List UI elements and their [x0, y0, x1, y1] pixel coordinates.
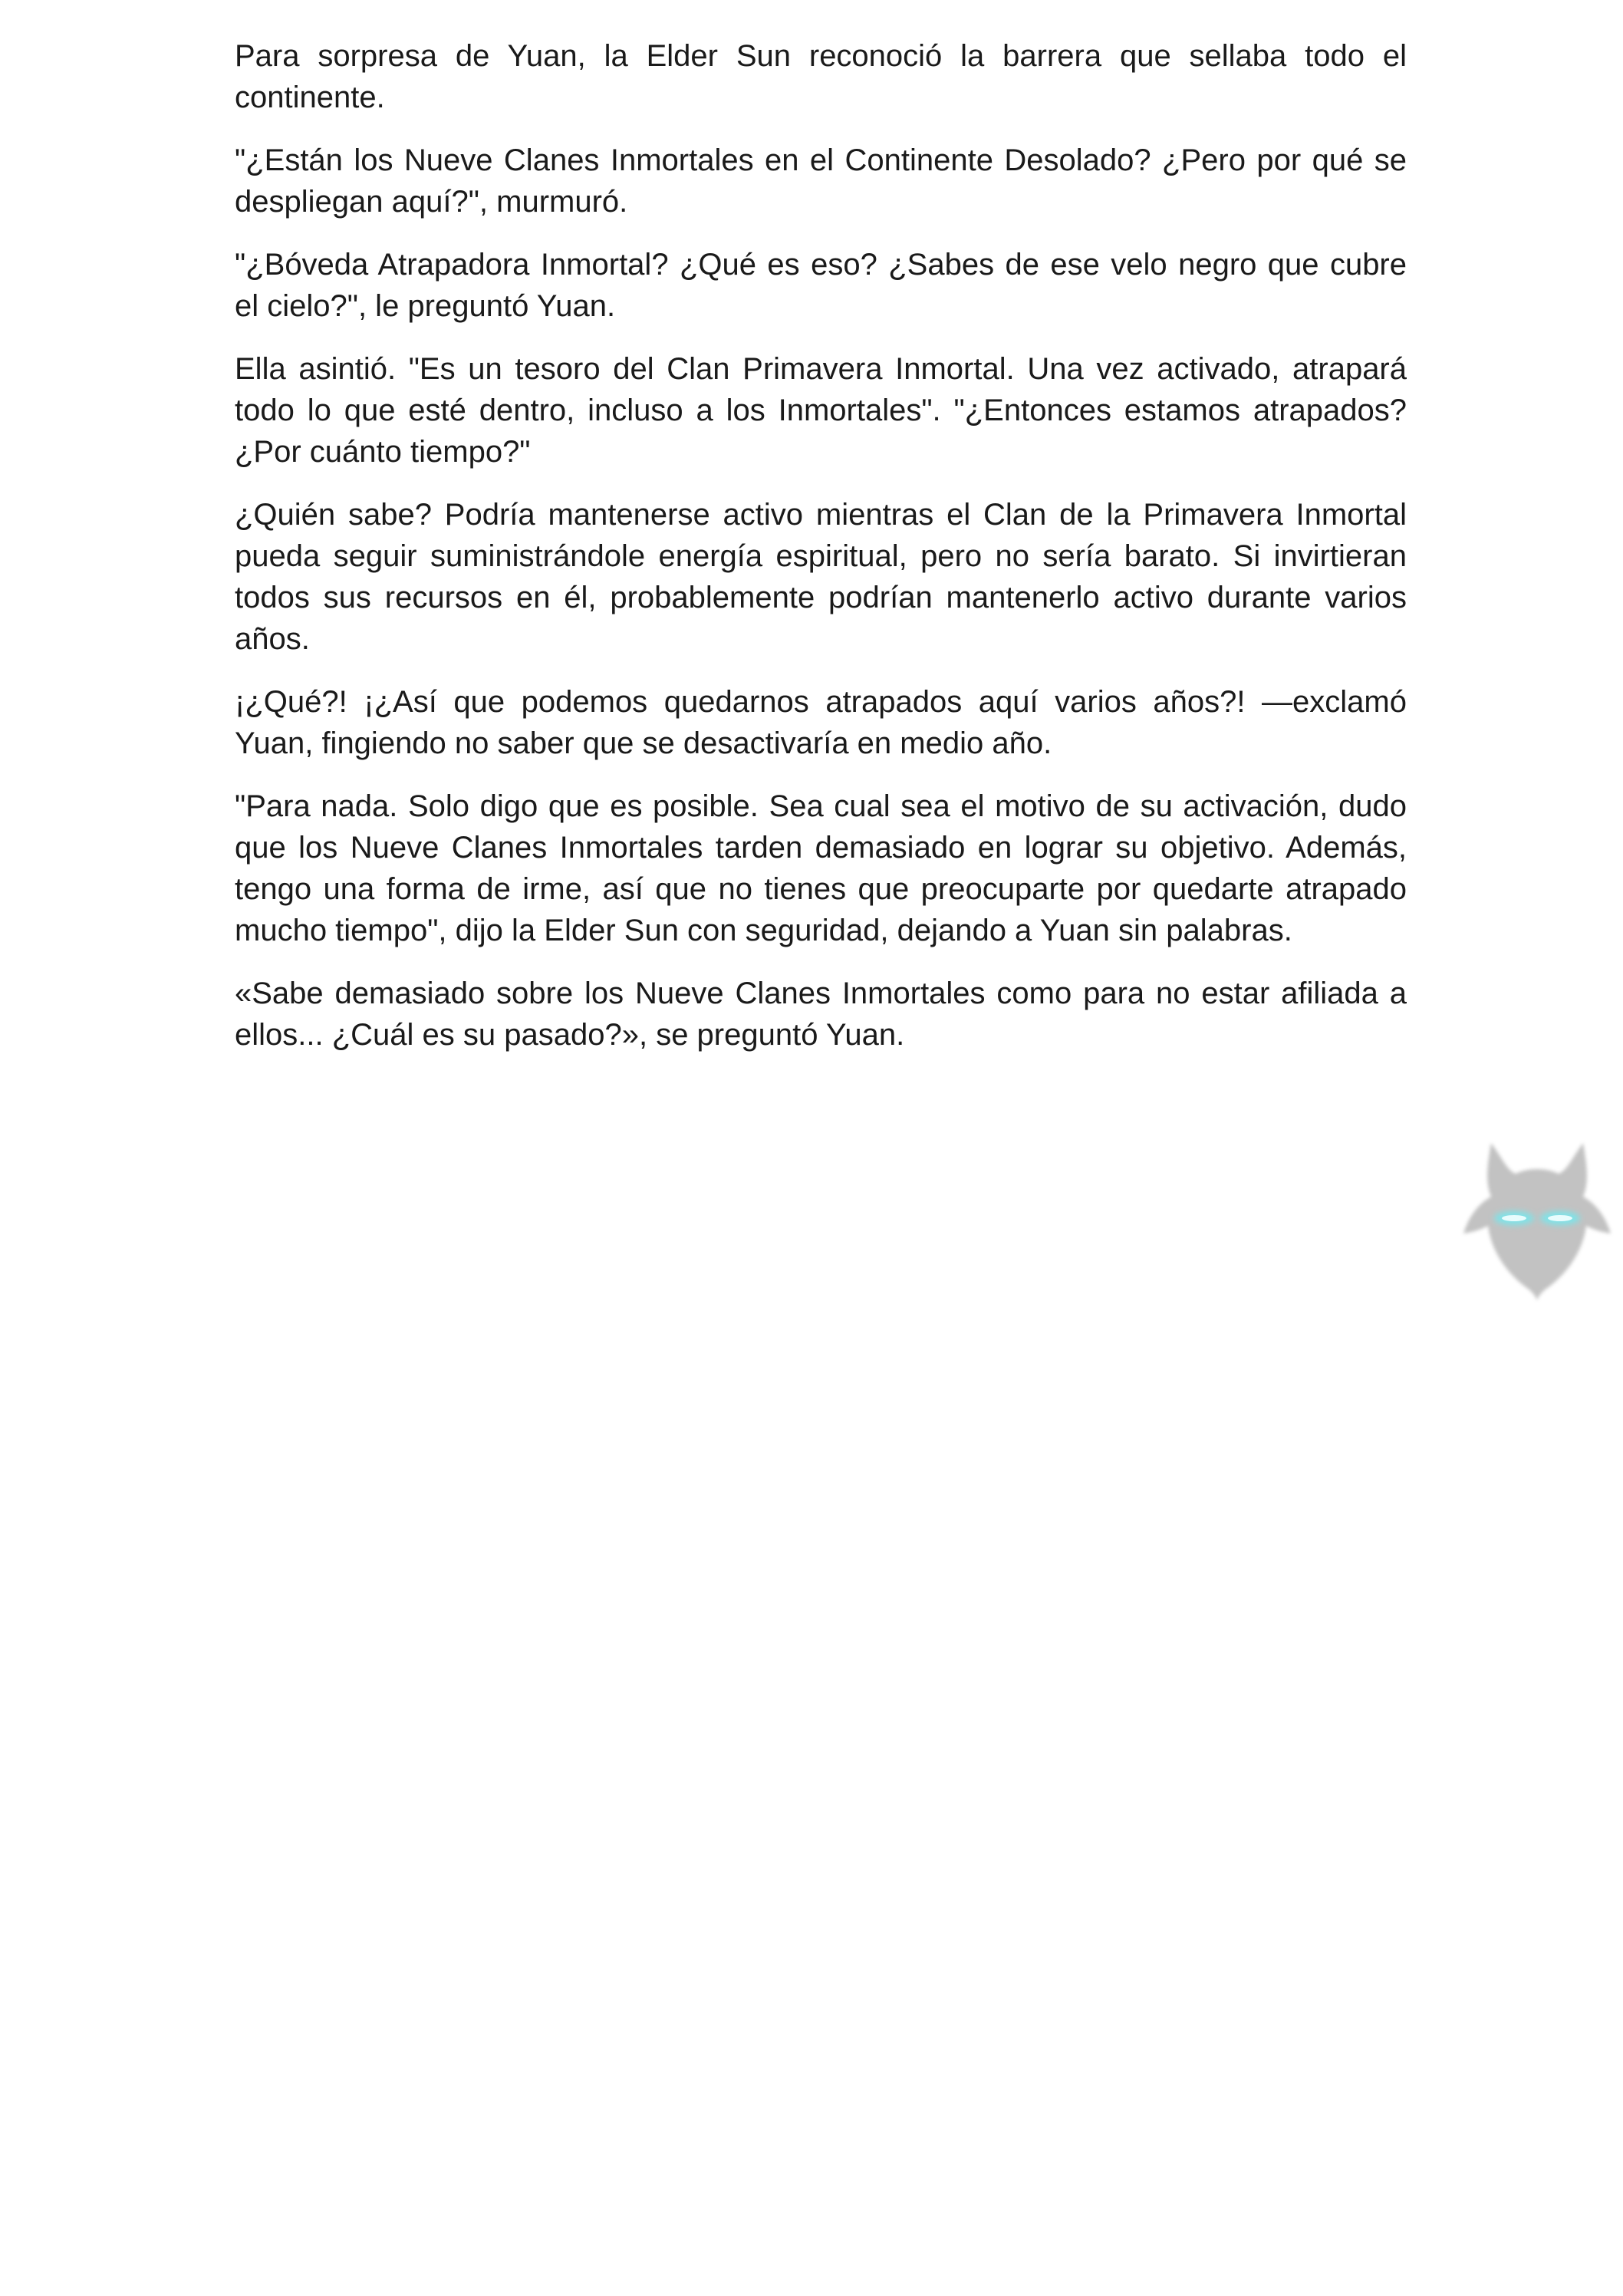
paragraph: "¿Bóveda Atrapadora Inmortal? ¿Qué es eso? ¿Sabes de ese velo negro que cubre el cielo?", le preguntó Yuan. [235, 248, 1407, 323]
paragraph: ¿Quién sabe? Podría mantenerse activo mientras el Clan de la Primavera Inmortal pueda seguir suministrándole energía espiritual, pero no sería barato. Si invirtieran todos sus recursos en él, probablemente podrían mantenerlo activo durante varios años. [235, 498, 1407, 656]
demon-head-icon [1460, 1128, 1614, 1304]
paragraph: Para sorpresa de Yuan, la Elder Sun reconoció la barrera que sellaba todo el continente. [235, 39, 1407, 114]
paragraph: "Para nada. Solo digo que es posible. Sea cual sea el motivo de su activación, dudo que los Nueve Clanes Inmortales tarden demasiado en lograr su objetivo. Además, tengo una forma de irme, así que no tienes que preocuparte por quedarte atrapado mucho tiempo", dijo la Elder Sun con seguridad, dejando a Yuan sin palabras. [235, 789, 1407, 947]
paragraph: ¡¿Qué?! ¡¿Así que podemos quedarnos atrapados aquí varios años?! —exclamó Yuan, fingiendo no saber que se desactivaría en medio año. [235, 685, 1407, 760]
paragraph: «Sabe demasiado sobre los Nueve Clanes Inmortales como para no estar afiliada a ellos... ¿Cuál es su pasado?», se preguntó Yuan. [235, 977, 1407, 1052]
paragraph: Ella asintió. "Es un tesoro del Clan Primavera Inmortal. Una vez activado, atrapará todo lo que esté dentro, incluso a los Inmortales". "¿Entonces estamos atrapados? ¿Por cuánto tiempo?" [235, 352, 1407, 469]
text-body [235, 35, 1407, 1077]
paragraph: "¿Están los Nueve Clanes Inmortales en el Continente Desolado? ¿Pero por qué se despliegan aquí?", murmuró. [235, 143, 1407, 219]
